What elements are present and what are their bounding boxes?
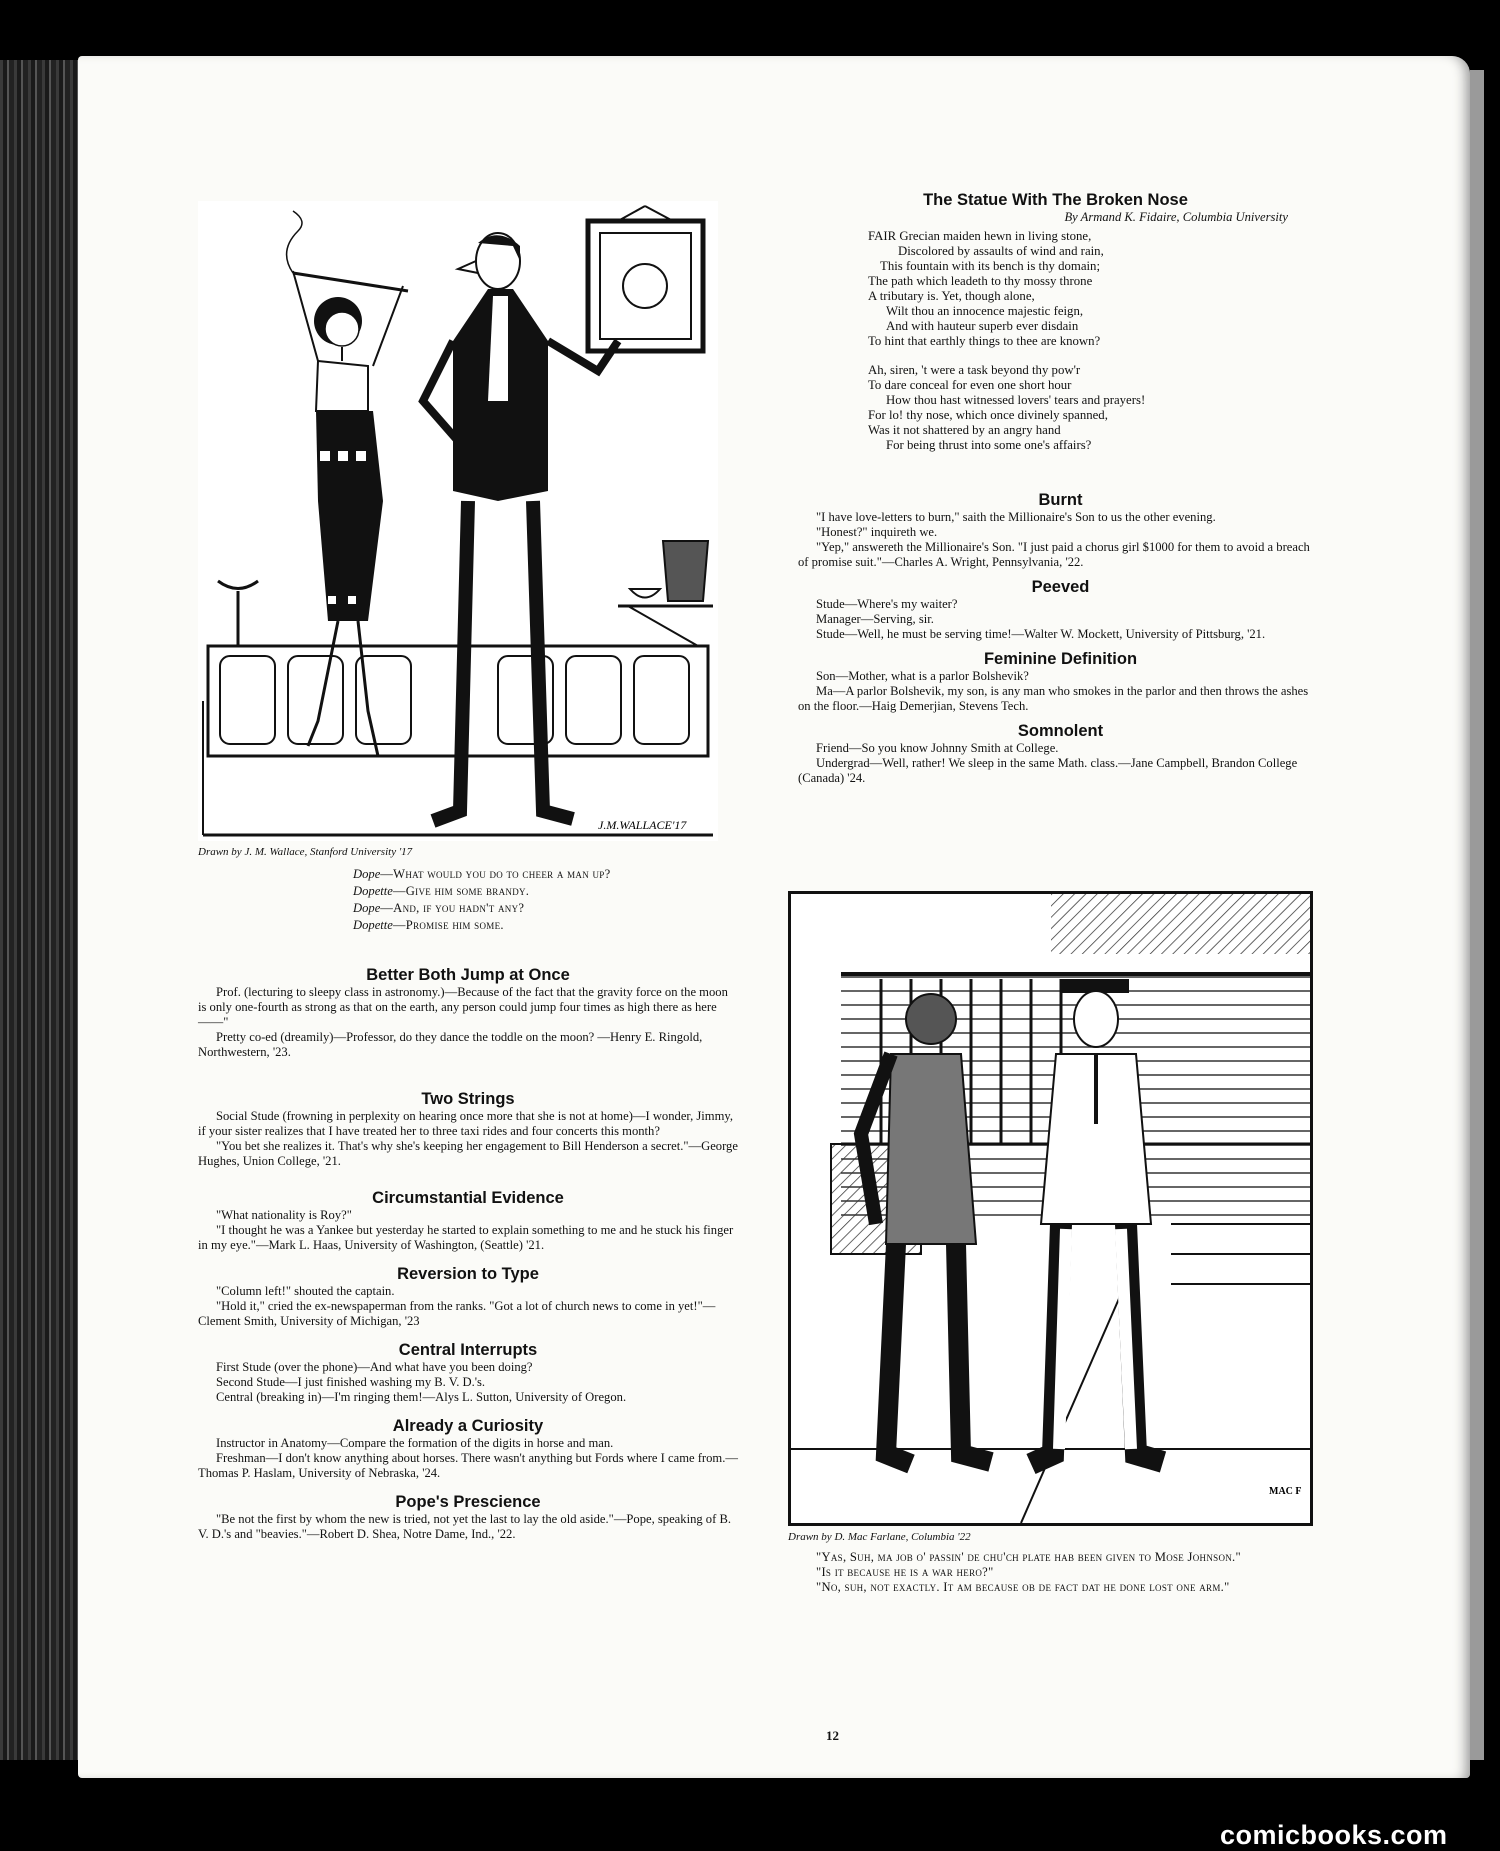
joke-title: Somnolent	[1017, 722, 1104, 740]
joke	[198, 1090, 738, 1169]
book-binding	[0, 60, 80, 1760]
joke	[798, 650, 1323, 714]
joke-title: Circumstantial Evidence	[372, 1189, 564, 1207]
left-jokes	[198, 966, 738, 1542]
right-jokes	[798, 491, 1323, 786]
joke-title: Reversion to Type	[397, 1265, 539, 1283]
joke	[798, 578, 1323, 642]
joke-text: Stude—Where's my waiter?	[816, 597, 958, 611]
cartoon-porch-men-drawing	[791, 894, 1310, 1523]
poem-line: And with hauteur superb ever disdain	[886, 319, 1079, 333]
joke-title: Burnt	[1038, 491, 1083, 509]
dialogue-line: Dopette—Promise him some.	[353, 918, 504, 932]
caption-line: "Yas, Suh, ma job o' passin' de chu'ch plate hab been given to Mose Johnson."	[816, 1550, 1241, 1564]
dialogue-line: Dope—And, if you hadn't any?	[353, 901, 525, 915]
joke-text: Prof. (lecturing to sleepy class in astronomy.)—Because of the fact that the gravity force on the moon is only one-fourth as strong as that on the earth, any person could jump four times as high there as here——"	[198, 985, 728, 1029]
poem-line: Discolored by assaults of wind and rain,	[898, 244, 1104, 258]
joke-title: Peeved	[1031, 578, 1090, 596]
caption-line: "Is it because he is a war hero?"	[816, 1565, 994, 1579]
joke-text: "Be not the first by whom the new is tried, not yet the last to lay the old aside."—Pope, speaking of B. V. D.'s and "beavies."—Robert D. Shea, Notre Dame, Ind., '22.	[198, 1512, 731, 1541]
joke-text: Stude—Well, he must be serving time!—Walter W. Mockett, University of Pittsburg, '21.	[816, 627, 1266, 641]
joke-text: Second Stude—I just finished washing my B. V. D.'s.	[216, 1375, 486, 1389]
joke-text: Instructor in Anatomy—Compare the formation of the digits in horse and man.	[216, 1436, 614, 1450]
poem-line: Was it not shattered by an angry hand	[868, 423, 1061, 437]
dialogue-line: Dope—What would you do to cheer a man up?	[353, 867, 611, 881]
joke	[198, 1417, 738, 1481]
poem-stanza-1	[868, 229, 1323, 349]
poem-line: How thou hast witnessed lovers' tears and prayers!	[886, 393, 1146, 407]
joke-text: Manager—Serving, sir.	[816, 612, 934, 626]
cartoon2-signature: MAC F	[1269, 1486, 1302, 1497]
poem-stanza-2	[868, 363, 1323, 453]
joke-title: Already a Curiosity	[392, 1417, 544, 1435]
joke-text: "What nationality is Roy?"	[216, 1208, 352, 1222]
joke-text: "Hold it," cried the ex-newspaperman from the ranks. "Got a lot of church news to come in yet!"—Clement Smith, University of Michigan, '23	[198, 1299, 716, 1328]
poem-line: The path which leadeth to thy mossy throne	[868, 274, 1093, 288]
cartoon-smoking-couple-drawing	[198, 201, 718, 841]
joke	[198, 1189, 738, 1253]
joke-text: "Yep," answereth the Millionaire's Son. "I just paid a chorus girl $1000 for them to avoid a breach of promise suit."—Charles A. Wright, Pennsylvania, '22.	[798, 540, 1310, 569]
poem-byline: By Armand K. Fidaire, Columbia University	[1064, 210, 1288, 224]
joke-text: Central (breaking in)—I'm ringing them!—Alys L. Sutton, University of Oregon.	[216, 1390, 627, 1404]
joke	[198, 1493, 738, 1542]
caption-line: "No, suh, not exactly. It am because ob de fact dat he done lost one arm."	[816, 1580, 1230, 1594]
watermark: comicbooks.com	[1220, 1820, 1448, 1850]
poem-line: This fountain with its bench is thy domain;	[880, 259, 1101, 273]
joke	[798, 722, 1323, 786]
poem	[788, 191, 1323, 453]
cartoon2-credit: Drawn by D. Mac Farlane, Columbia '22	[788, 1531, 971, 1543]
joke-text: "Honest?" inquireth we.	[816, 525, 938, 539]
joke-text: Freshman—I don't know anything about horses. There wasn't anything but Fords where I came from.—Thomas P. Haslam, University of Nebraska, '24.	[198, 1451, 738, 1480]
poem-line: To dare conceal for even one short hour	[868, 378, 1072, 392]
joke-title: Pope's Prescience	[395, 1493, 541, 1511]
page-edge	[1470, 70, 1484, 1760]
poem-line: A tributary is. Yet, though alone,	[868, 289, 1035, 303]
poem-line: FAIR Grecian maiden hewn in living stone,	[868, 229, 1092, 243]
joke-text: "You bet she realizes it. That's why she's keeping her engagement to Bill Henderson a secret."—George Hughes, Union College, '21.	[198, 1139, 738, 1168]
joke	[198, 1265, 738, 1329]
joke	[798, 491, 1323, 570]
page-number: 12	[826, 1728, 839, 1743]
joke-title: Feminine Definition	[983, 650, 1138, 668]
poem-title: The Statue With The Broken Nose	[923, 191, 1188, 209]
joke-text: "I thought he was a Yankee but yesterday he started to explain something to me and he stuck his finger in my eye."—Mark L. Haas, University of Washington, (Seattle) '21.	[198, 1223, 734, 1252]
joke-title: Two Strings	[421, 1090, 515, 1108]
joke-text: Undergrad—Well, rather! We sleep in the same Math. class.—Jane Campbell, Brandon College (Canada) '24.	[798, 756, 1298, 785]
dialogue-line: Dopette—Give him some brandy.	[353, 884, 530, 898]
cartoon1-credit: Drawn by J. M. Wallace, Stanford University '17	[198, 846, 413, 858]
magazine-page	[78, 56, 1470, 1778]
poem-line: To hint that earthly things to thee are known?	[868, 334, 1101, 348]
joke-title: Central Interrupts	[398, 1341, 538, 1359]
joke-text: Ma—A parlor Bolshevik, my son, is any man who smokes in the parlor and then throws the ashes on the floor.—Haig Demerjian, Stevens Tech.	[798, 684, 1309, 713]
poem-line: For being thrust into some one's affairs?	[886, 438, 1092, 452]
cartoon2-caption	[798, 1550, 1313, 1595]
joke-text: First Stude (over the phone)—And what have you been doing?	[216, 1360, 533, 1374]
cartoon1-dialogue	[353, 866, 813, 934]
joke	[198, 1341, 738, 1405]
joke-text: "I have love-letters to burn," saith the Millionaire's Son to us the other evening.	[816, 510, 1216, 524]
poem-line: For lo! thy nose, which once divinely spanned,	[868, 408, 1108, 422]
cartoon1-signature: J.M.WALLACE'17	[598, 818, 687, 832]
cartoon-porch-men	[788, 891, 1313, 1526]
joke-text: Pretty co-ed (dreamily)—Professor, do they dance the toddle on the moon? —Henry E. Ringold, Northwestern, '23.	[198, 1030, 703, 1059]
poem-line: Wilt thou an innocence majestic feign,	[886, 304, 1084, 318]
joke-text: "Column left!" shouted the captain.	[216, 1284, 395, 1298]
joke-text: Son—Mother, what is a parlor Bolshevik?	[816, 669, 1029, 683]
joke-text: Social Stude (frowning in perplexity on hearing once more that she is not at home)—I wonder, Jimmy, if your sister realizes that I have treated her to three taxi rides and four concerts this month?	[198, 1109, 734, 1138]
joke-text: Friend—So you know Johnny Smith at College.	[816, 741, 1059, 755]
cartoon-smoking-couple	[198, 201, 718, 841]
poem-line: Ah, siren, 't were a task beyond thy pow'r	[868, 363, 1081, 377]
joke	[198, 966, 738, 1060]
joke-title: Better Both Jump at Once	[366, 966, 570, 984]
